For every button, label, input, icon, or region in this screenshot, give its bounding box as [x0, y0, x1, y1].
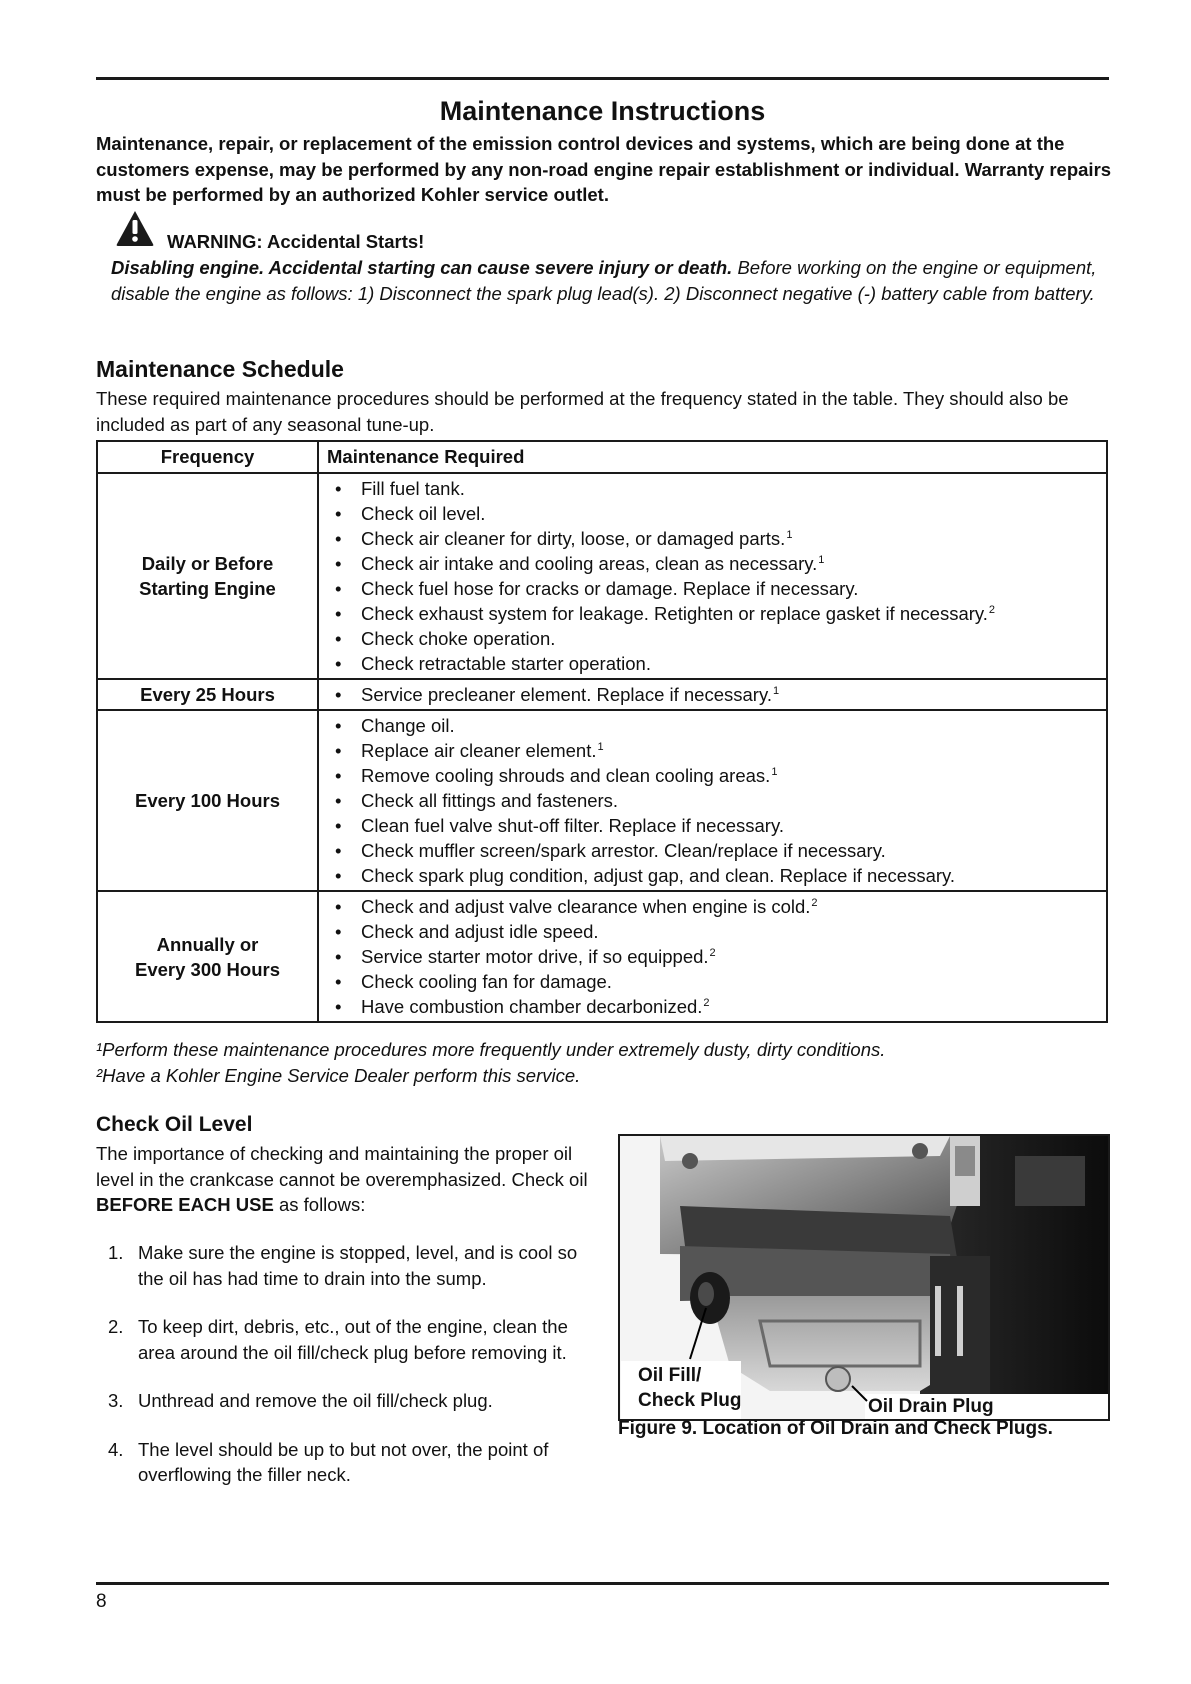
list-item [319, 626, 1106, 651]
list-item [319, 788, 1106, 813]
maintenance-items-cell [318, 891, 1107, 1022]
maintenance-item-text: Check fuel hose for cracks or damage. Replace if necessary. [361, 578, 859, 599]
maintenance-item-text: Check spark plug condition, adjust gap, and clean. Replace if necessary. [361, 865, 956, 886]
maintenance-item-text: Check and adjust idle speed. [361, 921, 599, 942]
maintenance-item-text: Clean fuel valve shut-off filter. Replace if necessary. [361, 815, 784, 836]
footnote-marker: 1 [818, 554, 825, 566]
maintenance-list [319, 894, 1106, 1019]
frequency-line-2: Starting Engine [139, 578, 276, 599]
step-text: Unthread and remove the oil fill/check plug. [138, 1390, 493, 1411]
table-header-row [97, 441, 1107, 473]
maintenance-list [319, 713, 1106, 888]
maintenance-items-cell [318, 679, 1107, 710]
warning-icon [115, 209, 155, 247]
footnote-marker: 2 [709, 947, 716, 959]
step-item [96, 1314, 596, 1365]
footnote-marker: 1 [597, 741, 604, 753]
maintenance-item-text: Check and adjust valve clearance when engine is cold. [361, 896, 811, 917]
label-oil-fill-line2: Check Plug [638, 1390, 742, 1411]
maintenance-item-text: Check air cleaner for dirty, loose, or damaged parts. [361, 528, 786, 549]
footnotes [96, 1037, 885, 1088]
check-oil-intro-end: as follows: [273, 1194, 366, 1215]
maintenance-item-text: Check exhaust system for leakage. Retighten or replace gasket if necessary. [361, 603, 988, 624]
list-item [319, 944, 1106, 969]
maintenance-list [319, 476, 1106, 676]
step-number: 2. [108, 1316, 124, 1337]
list-item [319, 838, 1106, 863]
frequency-line-1: Daily or Before [141, 553, 274, 574]
table-row [97, 473, 1107, 679]
frequency-cell [97, 891, 318, 1022]
warning-bold-text: Disabling engine. Accidental starting can cause severe injury or death. [111, 257, 733, 278]
step-number: 4. [108, 1438, 124, 1460]
figure-caption: Figure 9. Location of Oil Drain and Check Plugs. [618, 1418, 1053, 1439]
list-item [319, 601, 1106, 626]
step-number: 3. [108, 1390, 124, 1411]
list-item [319, 919, 1106, 944]
list-item [319, 682, 1106, 707]
maintenance-items-cell [318, 473, 1107, 679]
maintenance-schedule-table [96, 440, 1108, 1023]
maintenance-item-text: Check muffler screen/spark arrestor. Clean/replace if necessary. [361, 840, 886, 861]
maintenance-item-text: Check cooling fan for damage. [361, 971, 612, 992]
figure-engine-photo [618, 1134, 1110, 1421]
page-title: Maintenance Instructions [439, 96, 766, 126]
schedule-intro: These required maintenance procedures should be performed at the frequency stated in the table. They should also be included as part of any seasonal tune-up. [96, 388, 1069, 435]
list-item [319, 501, 1106, 526]
footnote-marker: 2 [811, 897, 818, 909]
maintenance-item-text: Service precleaner element. Replace if necessary. [361, 684, 772, 705]
maintenance-item-text: Service starter motor drive, if so equipped. [361, 946, 709, 967]
maintenance-item-text: Check all fittings and fasteners. [361, 790, 619, 811]
maintenance-item-text: Check air intake and cooling areas, clean as necessary. [361, 553, 818, 574]
list-item [319, 526, 1106, 551]
bottom-rule [96, 1582, 1109, 1585]
list-item [319, 894, 1106, 919]
list-item [319, 738, 1106, 763]
footnote-marker: 1 [786, 529, 793, 541]
label-oil-drain-plug: Oil Drain Plug [868, 1396, 994, 1417]
footnote-marker: 2 [988, 604, 996, 616]
footnote-marker: 2 [703, 997, 710, 1009]
list-item [319, 576, 1106, 601]
list-item [319, 651, 1106, 676]
check-oil-steps [96, 1240, 596, 1511]
frequency-cell [97, 710, 318, 891]
frequency-cell [97, 679, 318, 710]
footnote-marker: 1 [772, 685, 780, 697]
label-oil-fill-line1: Oil Fill/ [638, 1365, 702, 1386]
maintenance-item-text: Have combustion chamber decarbonized. [361, 996, 703, 1017]
step-text: Make sure the engine is stopped, level, and is cool so the oil has had time to drain into the sump. [138, 1242, 578, 1289]
frequency-line-1: Every 25 Hours [140, 684, 275, 705]
check-oil-intro-text: The importance of checking and maintaining the proper oil level in the crankcase cannot be overemphasized. Check oil [96, 1143, 588, 1190]
check-oil-intro [96, 1141, 596, 1218]
list-item [319, 969, 1106, 994]
list-item [319, 713, 1106, 738]
step-item [96, 1240, 596, 1291]
check-oil-intro-bold: BEFORE EACH USE [96, 1194, 274, 1215]
frequency-cell [97, 473, 318, 679]
warning-body [111, 255, 1111, 306]
top-rule [96, 77, 1109, 80]
footnote-1: ¹Perform these maintenance procedures more frequently under extremely dusty, dirty conditions. [96, 1039, 886, 1060]
list-item [319, 863, 1106, 888]
list-item [319, 476, 1106, 501]
step-number: 1. [108, 1242, 124, 1263]
maintenance-items-cell [318, 710, 1107, 891]
maintenance-list [319, 682, 1106, 707]
warning-text: Before working on the engine or equipment, disable the engine as follows: 1) Disconnect the spark plug lead(s). 2) Disconnect negative (-) battery cable from battery. [111, 257, 1097, 304]
column-header-frequency: Frequency [97, 441, 318, 473]
check-oil-heading: Check Oil Level [96, 1113, 253, 1136]
list-item [319, 551, 1106, 576]
maintenance-item-text: Check choke operation. [361, 628, 556, 649]
schedule-heading: Maintenance Schedule [96, 356, 344, 382]
footnote-marker: 1 [771, 766, 778, 778]
list-item [319, 813, 1106, 838]
table-row [97, 679, 1107, 710]
step-text: To keep dirt, debris, etc., out of the engine, clean the area around the oil fill/check plug before removing it. [138, 1316, 568, 1363]
list-item [319, 763, 1106, 788]
frequency-line-2: Every 300 Hours [134, 958, 280, 980]
maintenance-item-text: Change oil. [361, 715, 455, 736]
warning-title: WARNING: Accidental Starts! [167, 231, 425, 252]
intro-paragraph: Maintenance, repair, or replacement of the emission control devices and systems, which are being done at the customers expense, may be performed by any non-road engine repair establishment or individual. Warranty repairs must be performed by an authorized Kohler service outlet. [96, 133, 1112, 205]
maintenance-item-text: Fill fuel tank. [361, 478, 465, 499]
page-number: 8 [96, 1591, 107, 1612]
step-text: The level should be up to but not over, the point of overflowing the filler neck. [138, 1438, 549, 1485]
step-item [96, 1437, 596, 1488]
footnote-2: ²Have a Kohler Engine Service Dealer perform this service. [96, 1064, 581, 1086]
maintenance-item-text: Remove cooling shrouds and clean cooling areas. [361, 765, 771, 786]
maintenance-item-text: Check oil level. [361, 503, 486, 524]
column-header-maintenance: Maintenance Required [318, 441, 1107, 473]
maintenance-item-text: Check retractable starter operation. [361, 653, 651, 674]
list-item [319, 994, 1106, 1019]
frequency-line-1: Annually or [156, 933, 259, 955]
label-oil-fill-check-plug [638, 1363, 741, 1413]
table-row [97, 710, 1107, 891]
step-item [96, 1388, 596, 1414]
maintenance-item-text: Replace air cleaner element. [361, 740, 597, 761]
frequency-line-1: Every 100 Hours [134, 790, 280, 811]
table-row [97, 891, 1107, 1022]
